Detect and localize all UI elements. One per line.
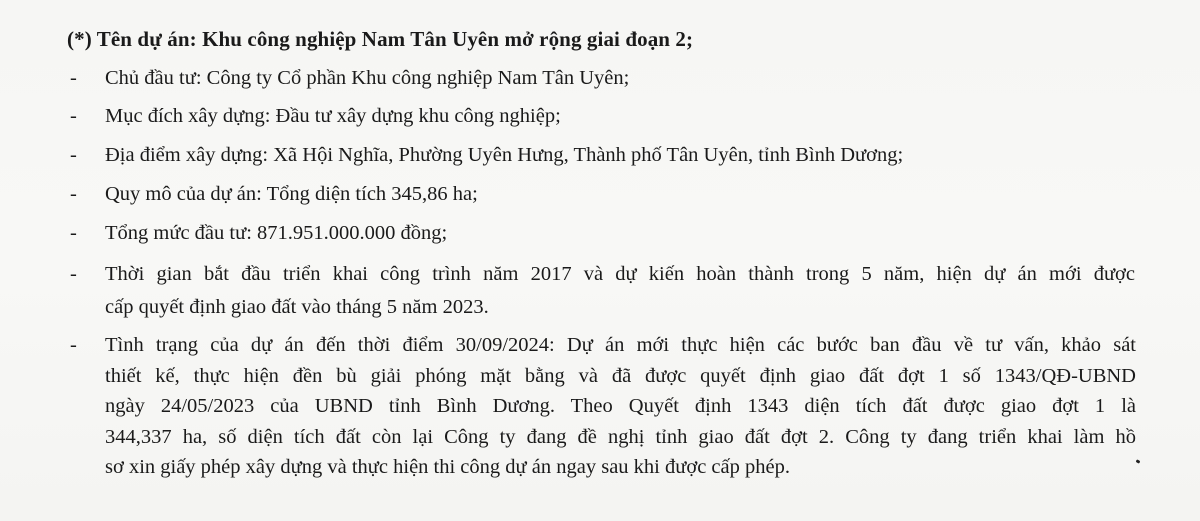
- bullet-dash: -: [70, 183, 77, 205]
- bullet-dash: -: [70, 67, 77, 89]
- bullet-dash: -: [70, 334, 77, 356]
- purpose-text: Mục đích xây dựng: Đầu tư xây dựng khu công nghiệp;: [105, 105, 561, 127]
- bullet-dash: -: [70, 222, 77, 244]
- status-text: Tình trạng của dự án đến thời điểm 30/09/2024: Dự án mới thực hiện các bước ban đầu về tư vấn, khảo sát thiết kế, thực hiện đền bù giải phóng mặt bằng và đã được quyết định giao đất đợt 1 số 1343/QĐ-UBND ngày 24/05/2023 của UBND tỉnh Bình Dương. Theo Quyết định 1343 diện tích đất được giao đợt 1 là 344,337 ha, số diện tích đất còn lại Công ty đang đề nghị tỉnh giao đất đợt 2. Công ty đang triển khai làm hồ sơ xin giấy phép xây dựng và thực hiện thi công dự án ngay sau khi được cấp phép.: [105, 334, 1136, 479]
- total-investment-text: Tổng mức đầu tư: 871.951.000.000 đồng;: [105, 222, 448, 244]
- timeline-text: Thời gian bắt đầu triển khai công trình năm 2017 và dự kiến hoàn thành trong 5 năm, hiện dự án mới được cấp quyết định giao đất vào tháng 5 năm 2023.: [105, 263, 1135, 318]
- investor-text: Chủ đầu tư: Công ty Cổ phần Khu công nghiệp Nam Tân Uyên;: [105, 67, 630, 89]
- scale-text: Quy mô của dự án: Tổng diện tích 345,86 ha;: [105, 183, 478, 205]
- location-text: Địa điểm xây dựng: Xã Hội Nghĩa, Phường Uyên Hưng, Thành phố Tân Uyên, tỉnh Bình Dương;: [105, 144, 904, 166]
- bullet-dash: -: [70, 263, 77, 285]
- scan-speck: [1136, 459, 1141, 464]
- bullet-dash: -: [70, 105, 77, 127]
- bullet-dash: -: [70, 144, 77, 166]
- project-title-heading: (*) Tên dự án: Khu công nghiệp Nam Tân Uyên mở rộng giai đoạn 2;: [67, 27, 694, 51]
